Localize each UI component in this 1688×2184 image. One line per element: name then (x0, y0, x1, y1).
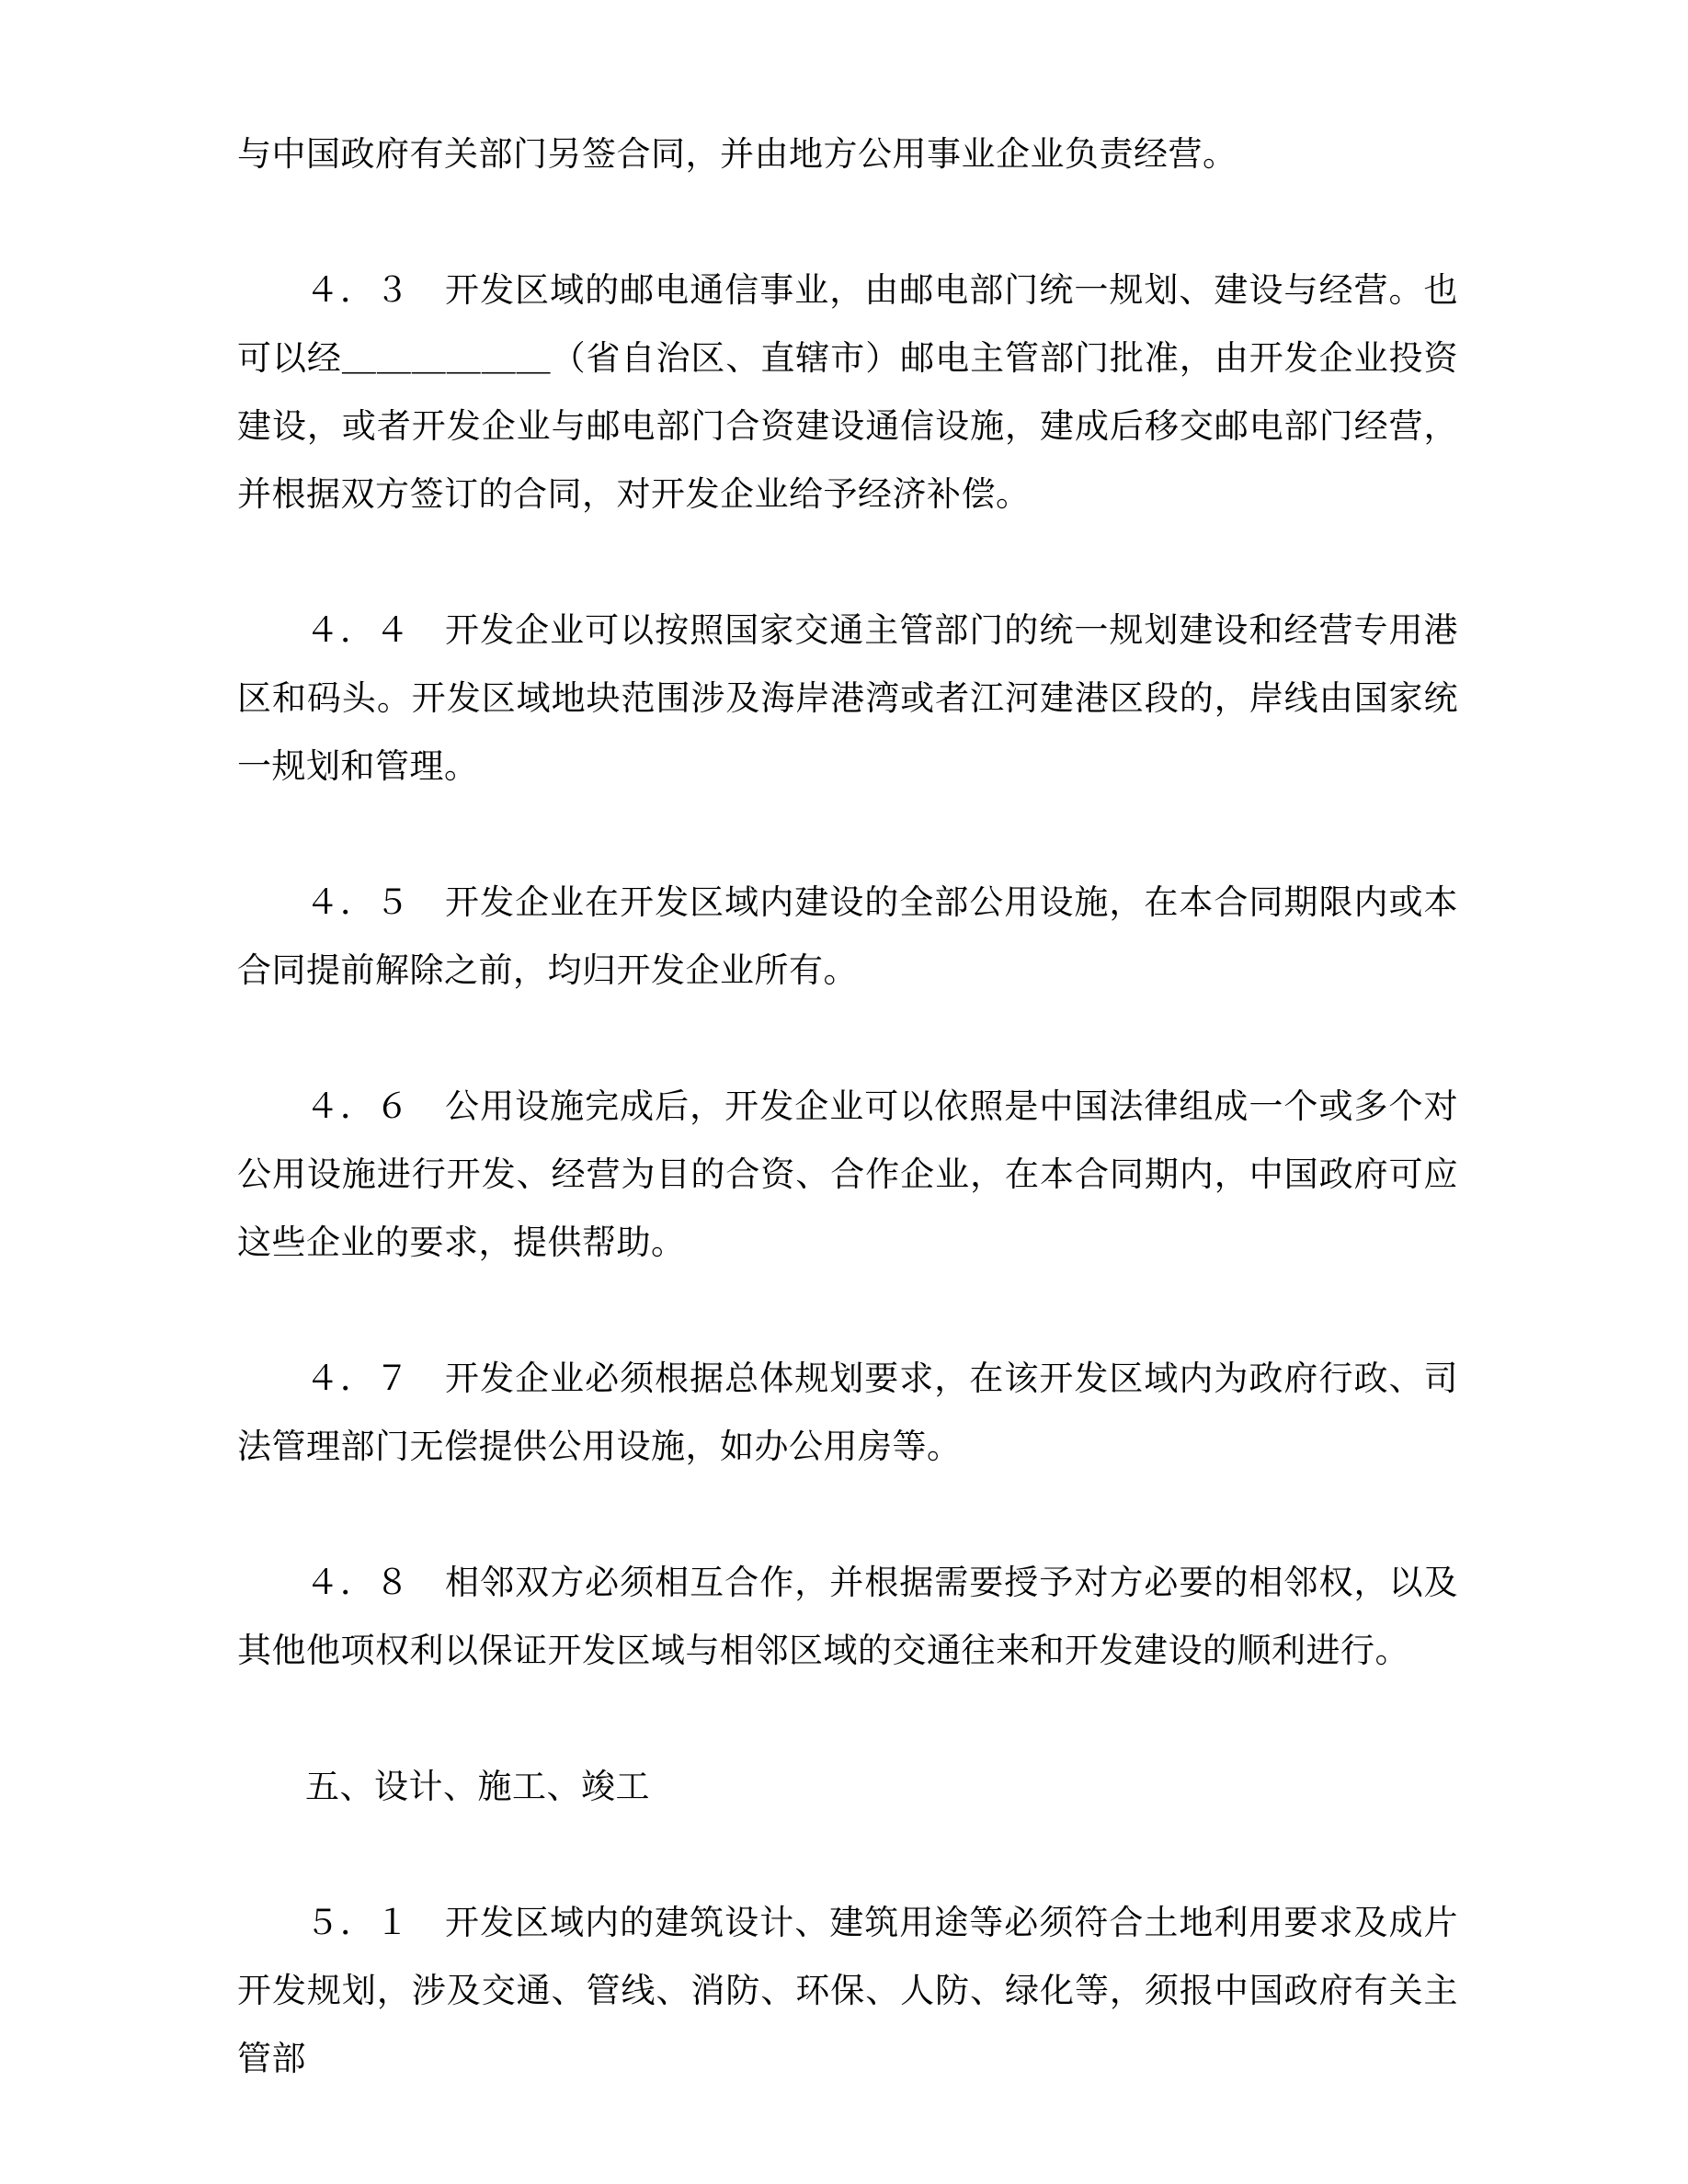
section-heading: 五、设计、施工、竣工 (305, 1769, 650, 1806)
paragraph: ４．８ 相邻双方必须相互合作，并根据需要授予对方必要的相邻权，以及其他他项权利以保证开发区域与相邻区域的交通往来和开发建设的顺利进行。 (237, 1564, 1458, 1670)
paragraph: ４．３ 开发区域的邮电通信事业，由邮电部门统一规划、建设与经营。也可以经＿＿＿＿＿＿（省自治区、直辖市）邮电主管部门批准，由开发企业投资建设，或者开发企业与邮电部门合资建设通信设施，建成后移交邮电部门经营，并根据双方签订的合同，对开发企业给予经济补偿。 (237, 272, 1458, 514)
paragraph: ４．７ 开发企业必须根据总体规划要求，在该开发区域内为政府行政、司法管理部门无偿提供公用设施，如办公用房等。 (237, 1360, 1458, 1466)
paragraph: ４．４ 开发企业可以按照国家交通主管部门的统一规划建设和经营专用港区和码头。开发区域地块范围涉及海岸港湾或者江河建港区段的，岸线由国家统一规划和管理。 (237, 612, 1458, 786)
paragraph: 与中国政府有关部门另签合同，并由地方公用事业企业负责经营。 (237, 136, 1237, 174)
paragraph: ４．５ 开发企业在开发区域内建设的全部公用设施，在本合同期限内或本合同提前解除之前，均归开发企业所有。 (237, 884, 1458, 990)
document-body (237, 121, 1458, 2094)
paragraph: ４．６ 公用设施完成后，开发企业可以依照是中国法律组成一个或多个对公用设施进行开发、经营为目的合资、合作企业，在本合同期内，中国政府可应这些企业的要求，提供帮助。 (237, 1088, 1458, 1262)
paragraph: ５．１ 开发区域内的建筑设计、建筑用途等必须符合土地利用要求及成片开发规划，涉及交通、管线、消防、环保、人防、绿化等，须报中国政府有关主管部 (237, 1905, 1458, 2078)
